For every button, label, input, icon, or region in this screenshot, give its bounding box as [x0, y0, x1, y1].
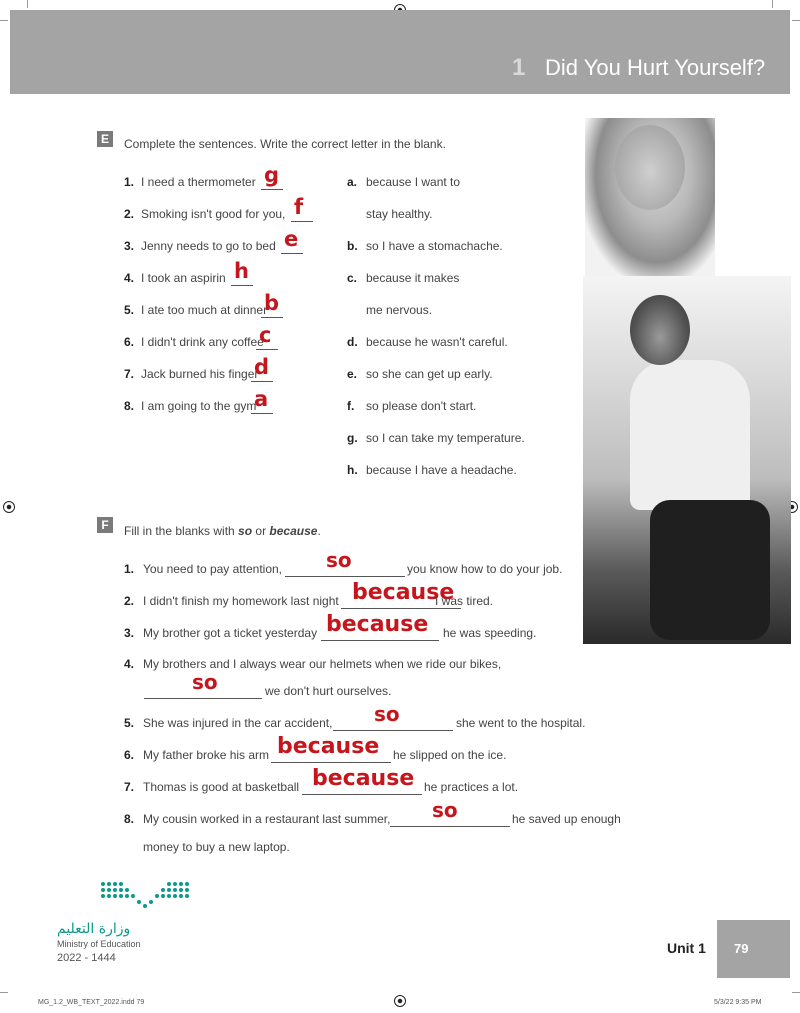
- item-number: 7.: [124, 367, 135, 381]
- item-text: I took an aspirin: [141, 271, 226, 285]
- item-text: She was injured in the car accident,: [143, 716, 333, 730]
- item-number: 8.: [124, 812, 135, 826]
- item-number: 1.: [124, 562, 135, 576]
- instruction-so: so: [238, 524, 253, 538]
- section-e-instruction: Complete the sentences. Write the correct letter in the blank.: [124, 137, 446, 151]
- answer-letter: d: [254, 355, 270, 379]
- item-number: 1.: [124, 175, 135, 189]
- answer-word: because: [312, 766, 415, 791]
- item-text: he was speeding.: [443, 626, 537, 640]
- option-text: so I have a stomachache.: [366, 239, 503, 253]
- item-text: My brothers and I always wear our helmets when we ride our bikes,: [143, 657, 502, 671]
- item-text: You need to pay attention,: [143, 562, 283, 576]
- item-text: I was tired.: [435, 594, 494, 608]
- instruction-text: or: [252, 524, 270, 538]
- answer-letter: h: [234, 259, 249, 283]
- item-text: Smoking isn't good for you,: [141, 207, 286, 221]
- item-text: he saved up enough: [512, 812, 621, 826]
- item-text: My cousin worked in a restaurant last summer,: [143, 812, 391, 826]
- option-text: me nervous.: [366, 303, 433, 317]
- crop-mark: [0, 20, 8, 21]
- crop-mark: [27, 0, 28, 8]
- instruction-text: .: [317, 524, 321, 538]
- item-text: I need a thermometer: [141, 175, 256, 189]
- item-text: he practices a lot.: [424, 780, 519, 794]
- ministry-name-arabic: وزارة التعليم: [57, 921, 131, 937]
- registration-mark-icon: [394, 995, 406, 1007]
- photo-gym-man-head: [630, 295, 690, 365]
- answer-letter: e: [284, 227, 299, 251]
- option-text: so I can take my temperature.: [366, 431, 525, 445]
- item-text: you know how to do your job.: [407, 562, 563, 576]
- answer-word: so: [326, 548, 352, 572]
- item-text: Thomas is good at basketball: [143, 780, 300, 794]
- photo-gym-man-shirt: [630, 360, 750, 510]
- item-number: 2.: [124, 594, 135, 608]
- option-text: because he wasn't careful.: [366, 335, 508, 349]
- item-text: she went to the hospital.: [456, 716, 586, 730]
- answer-letter: a: [254, 387, 269, 411]
- item-text: Jenny needs to go to bed: [141, 239, 276, 253]
- file-slug: MG_1.2_WB_TEXT_2022.indd 79: [38, 999, 145, 1006]
- option-letter: e.: [347, 367, 358, 381]
- item-number: 2.: [124, 207, 135, 221]
- answer-word: because: [277, 734, 380, 759]
- option-letter: f.: [347, 399, 355, 413]
- section-f-marker: F: [97, 517, 113, 533]
- answer-word: so: [192, 670, 218, 694]
- page-number-box: [717, 920, 790, 978]
- option-text: because I want to: [366, 175, 461, 189]
- instruction-because: because: [269, 524, 318, 538]
- item-number: 3.: [124, 626, 135, 640]
- answer-word: because: [352, 580, 455, 605]
- item-text: My father broke his arm: [143, 748, 270, 762]
- answer-word: because: [326, 612, 429, 637]
- page-title: Did You Hurt Yourself?: [545, 55, 766, 80]
- answer-letter: g: [264, 163, 280, 187]
- item-number: 4.: [124, 657, 135, 671]
- item-text: we don't hurt ourselves.: [265, 684, 392, 698]
- answer-letter: f: [294, 195, 304, 219]
- answer-letter: c: [259, 323, 272, 347]
- option-text: stay healthy.: [366, 207, 433, 221]
- answer-word: so: [374, 702, 400, 726]
- item-number: 4.: [124, 271, 135, 285]
- item-text: I didn't drink any coffee: [141, 335, 264, 349]
- item-number: 5.: [124, 716, 135, 730]
- item-number: 6.: [124, 335, 135, 349]
- option-text: so please don't start.: [366, 399, 477, 413]
- option-letter: c.: [347, 271, 358, 285]
- answer-letter: b: [264, 291, 280, 315]
- item-number: 5.: [124, 303, 135, 317]
- option-text: because it makes: [366, 271, 460, 285]
- unit-number: 1: [512, 54, 526, 81]
- unit-label: Unit 1: [667, 940, 706, 956]
- option-letter: d.: [347, 335, 358, 349]
- photo-sick-boy-face: [615, 125, 685, 210]
- item-text: I ate too much at dinner: [141, 303, 268, 317]
- item-number: 7.: [124, 780, 135, 794]
- date-slug: 5/3/22 9:35 PM: [714, 999, 762, 1006]
- ministry-year: 2022 - 1444: [57, 952, 116, 964]
- option-letter: a.: [347, 175, 358, 189]
- option-letter: h.: [347, 463, 358, 477]
- item-text: My brother got a ticket yesterday: [143, 626, 318, 640]
- item-text: he slipped on the ice.: [393, 748, 507, 762]
- item-number: 6.: [124, 748, 135, 762]
- section-e-marker: E: [97, 131, 113, 147]
- header-band: [10, 10, 790, 94]
- section-f-instruction: [124, 524, 321, 538]
- item-text: money to buy a new laptop.: [143, 840, 290, 854]
- item-number: 8.: [124, 399, 135, 413]
- item-text: I am going to the gym: [141, 399, 257, 413]
- option-text: so she can get up early.: [366, 367, 493, 381]
- crop-mark: [792, 20, 800, 21]
- item-text: Jack burned his finger: [141, 367, 259, 381]
- option-text: because I have a headache.: [366, 463, 517, 477]
- option-letter: g.: [347, 431, 358, 445]
- option-letter: b.: [347, 239, 358, 253]
- ministry-logo-icon: [100, 880, 190, 912]
- crop-mark: [792, 992, 800, 993]
- item-number: 3.: [124, 239, 135, 253]
- registration-mark-icon: [3, 501, 15, 513]
- answer-word: so: [432, 798, 458, 822]
- instruction-text: Fill in the blanks with: [124, 524, 239, 538]
- ministry-name-english: Ministry of Education: [57, 939, 141, 949]
- item-text: I didn't finish my homework last night: [143, 594, 339, 608]
- crop-mark: [0, 992, 8, 993]
- crop-mark: [772, 0, 773, 8]
- photo-gym-man-legs: [650, 500, 770, 640]
- page-number: 79: [734, 941, 749, 956]
